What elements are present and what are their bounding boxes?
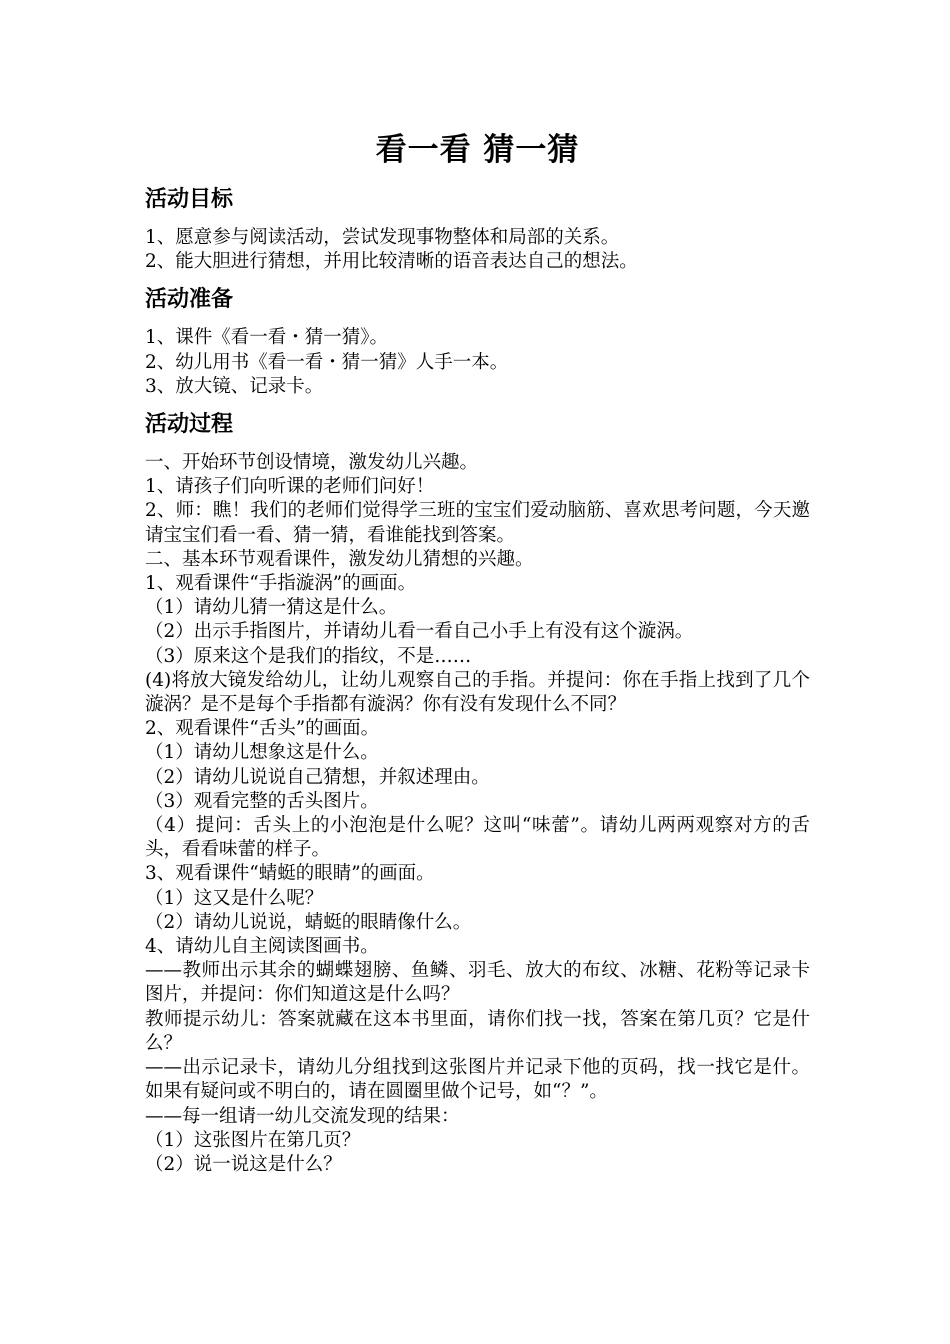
list-item: （2）出示手指图片，并请幼儿看一看自己小手上有没有这个漩涡。	[145, 621, 694, 643]
list-item: 2、师：瞧！我们的老师们觉得学三班的宝宝们爱动脑筋、喜欢思考问题，今天邀请宝宝们看一看、猜一猜，看谁能找到答案。	[145, 500, 810, 546]
list-item: （2）说一说这是什么？	[145, 1153, 342, 1175]
list-item: 2、幼儿用书《看一看・猜一猜》人手一本。	[145, 351, 509, 373]
section-process	[145, 409, 810, 1177]
list-item: 1、课件《看一看・猜一猜》。	[145, 327, 389, 349]
list-item: 4、请幼儿自主阅读图画书。	[145, 936, 379, 958]
section-heading-preparation: 活动准备	[145, 287, 234, 313]
list-item: 2、能大胆进行猜想，并用比较清晰的语音表达自己的想法。	[145, 251, 638, 273]
list-item: 2、观看课件“舌头”的画面。	[145, 718, 380, 740]
list-item: ——每一组请一幼儿交流发现的结果：	[145, 1105, 460, 1127]
list-item: 1、愿意参与阅读活动，尝试发现事物整体和局部的关系。	[145, 227, 620, 248]
page-title: 看一看 猜一猜	[375, 132, 580, 168]
document-page	[145, 128, 810, 1177]
list-item: 一、开始环节创设情境，激发幼儿兴趣。	[145, 452, 479, 474]
list-item: (4)将放大镜发给幼儿，让幼儿观察自己的手指。并提问：你在手指上找到了几个漩涡？是不是每个手指都有漩涡？你有没有发现什么不同？	[145, 669, 810, 716]
section-heading-goals: 活动目标	[145, 187, 234, 212]
list-item: （1）这又是什么呢？	[145, 887, 324, 909]
list-item: 教师提示幼儿：答案就藏在这本书里面，请你们找一找，答案在第几页？它是什么？	[145, 1008, 810, 1054]
list-item: （1）这张图片在第几页？	[145, 1129, 361, 1151]
section-goals	[145, 184, 810, 274]
list-item: （1）请幼儿猜一猜这是什么。	[145, 597, 398, 619]
list-item: （2）请幼儿说说自己猜想，并叙述理由。	[145, 766, 490, 788]
list-item: 二、基本环节观看课件，激发幼儿猜想的兴趣。	[145, 548, 534, 570]
list-item: ——出示记录卡，请幼儿分组找到这张图片并记录下他的页码，找一找它是什。如果有疑问或不明白的，请在圆圈里做个记号，如“？”。	[145, 1057, 810, 1103]
section-preparation	[145, 284, 810, 399]
list-item: （2）请幼儿说说，蜻蜓的眼睛像什么。	[145, 911, 472, 933]
list-item: （3）观看完整的舌头图片。	[145, 790, 379, 812]
process-list	[145, 451, 810, 1177]
list-item: 3、观看课件“蜻蜓的眼睛”的画面。	[145, 863, 435, 885]
list-item: （1）请幼儿想象这是什么。	[145, 742, 379, 764]
goals-list	[145, 226, 810, 274]
list-item: （4）提问：舌头上的小泡泡是什么呢？这叫“味蕾”。请幼儿两两观察对方的舌头，看看味蕾的样子。	[145, 815, 810, 861]
list-item: 3、放大镜、记录卡。	[145, 375, 324, 397]
list-item: ——教师出示其余的蝴蝶翅膀、鱼鳞、羽毛、放大的布纹、冰糖、花粉等记录卡图片，并提问：你们知道这是什么吗？	[145, 960, 810, 1006]
preparation-list	[145, 326, 810, 399]
list-item: 1、请孩子们向听课的老师们问好！	[145, 476, 435, 498]
list-item: 1、观看课件“手指漩涡”的画面。	[145, 573, 417, 595]
section-heading-process: 活动过程	[145, 412, 234, 438]
list-item: （3）原来这个是我们的指纹，不是……	[145, 645, 472, 667]
